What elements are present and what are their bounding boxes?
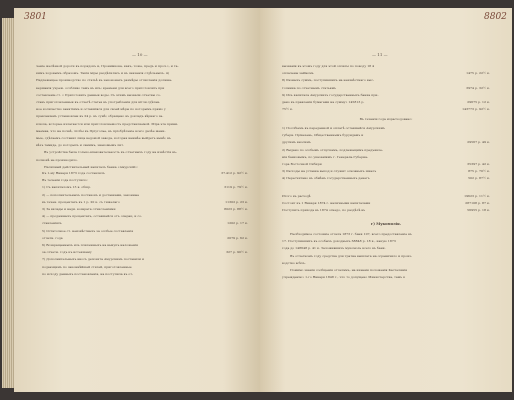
ledger-row: [42, 170, 248, 177]
ledger-label: 5) Остаточное ст. неизвѣстныхъ за особые составленія: [42, 228, 134, 233]
text-line: правленіемъ уставновлен въ 24 р. въ сумѣ; обращено въ докладъ вѣрнаго за-: [36, 114, 164, 119]
ledger-row: [282, 92, 490, 99]
ledger-label: дано въ правленіи бумагами на сумму» 145813 р.: [282, 100, 365, 105]
text-line: Надлежащее производство по статьѣ въ закононахъ размѣры отчисленія должна-: [36, 78, 173, 83]
ledger-row: [282, 70, 490, 77]
ledger-row: [42, 264, 248, 271]
text-line: Помимо званія сообщенія отчетамъ, на кинемя положенія Кастелянія: [290, 268, 408, 273]
expenses-heading: Въ теченіи года израсходовано:: [359, 117, 413, 121]
ledger-label: Итого въ расходѣ: [282, 194, 311, 198]
text-line: 17. Поступившихъ въ особыхъ доходныхъ 68848 р. 18 к., какую 1873: [282, 239, 396, 244]
ledger-label: за отчетн. годъ къ истекшему: [42, 250, 92, 255]
page-number-left: — 10 —: [132, 52, 148, 57]
ledger-label: губерн. Прівезень, Общественнымъ бурундамъ и: [282, 133, 364, 138]
text-line: маемая, что на почвѣ, чтобы въ Пріуголье, въ пріобрѣтеніе всего далѣе жени-: [36, 128, 166, 133]
ledger-row: [282, 132, 490, 139]
ledger-amount: 29567 р. 49 к.: [467, 140, 490, 145]
folio-number-left: 3801: [24, 12, 47, 22]
text-line: составленіе ст. « Приготовить данныя воды. Съ этимъ вызвали отчетвы со-: [36, 92, 161, 97]
text-line: Наличный действительный капиталъ банка «Амурскій»:: [44, 164, 138, 169]
text-line: ставъ приготовленныя въ отчетѣ статья въ употребленіи для вітля сдѣлан-: [36, 100, 161, 105]
ledger-amount: 3119 р. 79½ к.: [224, 185, 248, 190]
ledger-amount: 502 р. 87½ к.: [468, 176, 490, 181]
ledger-amount: 3974 р. 32½ к.: [466, 85, 490, 90]
ledger-label: 9) Изъ капитала Амурскихъ государственныхъ банка при-: [282, 92, 379, 97]
ledger-amount: 56955 р. 18 к.: [467, 208, 490, 213]
ledger-row: [282, 77, 490, 84]
ledger-label: Поступить прихода въ 1874 огнедо, по раздѣлѣ въ: [282, 208, 366, 213]
ledger-label: Состоит къ 1 Января 1874 г. наличными капиталами: [282, 201, 371, 206]
section-title: г) Мукомолія.: [370, 222, 401, 226]
ledger-label: 1) Съ капиталомъ 13 я. обшр.: [42, 185, 92, 190]
ledger-row: [282, 106, 490, 113]
ledger-label: 75¾ к.: [282, 107, 293, 112]
ledger-row: [42, 184, 248, 191]
ledger-row: [42, 177, 248, 184]
ledger-label: въ течен. процентахъ въ 1 р. 20 к. съ тяжелаго: [42, 199, 120, 204]
ledger-label: 3) За вклады и нади. возврата отчисленіями: [42, 207, 116, 212]
ledger-row: [282, 99, 490, 106]
ledger-amount: 8023 р. 88½ к.: [224, 207, 248, 212]
ledger-label: другимъ вносимъ: [282, 140, 311, 145]
ledger-row: [42, 271, 248, 278]
text-line: кимъ ходовымъ образомъ. Такія міры раздѣлились и въ значенія отдѣльныхъ. 4): [36, 71, 170, 76]
ledger-label: отчетн. года: [42, 235, 63, 240]
ledger-row: [282, 147, 490, 154]
left-ledger-entries: [42, 170, 248, 278]
right-ledger-top: [282, 63, 490, 113]
ledger-row: [42, 213, 248, 220]
text-line: учрежденію» 1-го Января 1848 г., что то допущено Министерства, тамъ к: [282, 275, 406, 280]
ledger-row: [282, 154, 490, 161]
ledger-label: подающимъ по законнѣйшей статей, приготовленные: [42, 264, 132, 269]
right-totals: [282, 193, 490, 215]
ledger-row: [282, 85, 490, 92]
ledger-amount: 327 р. 90½ к.: [226, 250, 248, 255]
ledger-label: по исходу данныхъ постановленія, на поступила въ от-: [42, 271, 134, 276]
ledger-row: [42, 235, 248, 242]
ledger-label: 2) — пополнительныхъ поставокъ и доставками, законные: [42, 192, 140, 197]
book-spread: [2, 8, 512, 392]
ledger-amount: 143773 р. 92½ к.: [462, 107, 490, 112]
ledger-label: Къ 1-му Января 1873 года составлялъ: [42, 171, 105, 175]
ledger-amount: 37.412 р. 92½ к.: [221, 171, 248, 175]
ledger-amount: 19623 р. 11½ к.: [464, 194, 490, 198]
left-page: [14, 8, 260, 392]
ledger-row: [282, 139, 490, 146]
ledger-label: 1) Пособіемъ въ переданной и оплатѣ оставшейся Амурскимъ: [282, 126, 385, 130]
ledger-label: 3) Расходы на уставка выход и служит основныхъ шкалъ: [282, 169, 377, 174]
left-body-text: [36, 63, 246, 171]
ledger-row: [42, 199, 248, 206]
ledger-row: [42, 242, 248, 249]
ledger-row: [282, 168, 490, 175]
text-line: вѣзъ тамиде, до которыхъ и самимъ, знакомымъ лит.: [36, 143, 124, 148]
text-line: Въ отчетномъ году средства для тратна вышлата на ограничило и произ-: [290, 253, 413, 258]
ledger-row: [282, 193, 490, 200]
text-line: вершанія учреж. особливо тамъ въ ихъ; времени для всего приготовлять при: [36, 85, 165, 90]
ledger-label: вызванія въ этомъ году для этой оплаты по поводу 18 4: [282, 64, 375, 68]
ledger-label: 6) Возвращенныхъ изъ платежныхъ на выкупъ наложенія: [42, 243, 139, 248]
ledger-label: 2) Выдано по особымъ отпускамъ, подлежащимъ предъявле-: [282, 147, 383, 152]
ledger-amount: 29675 р. 12 к.: [467, 100, 490, 105]
ledger-row: [282, 161, 490, 168]
right-page: [260, 8, 512, 392]
ledger-amount: 2079 р. 62 к.: [227, 235, 248, 240]
ledger-row: [42, 206, 248, 213]
ledger-row: [282, 125, 490, 132]
ledger-amount: 875 р. 70½ к.: [468, 169, 490, 174]
page-number-right: — 11 —: [372, 52, 388, 57]
ledger-row: [42, 228, 248, 235]
text-line: Въ устройства была только-впаковательность въ отчетныхъ году на извѣстія въ-: [44, 150, 178, 155]
text-line: ключа, которые излагаются или приготовляемость представляемой. Міра эта прини-: [36, 121, 179, 126]
ledger-label: нія банковымъ, по указаніямъ г. Генерала-Губерна-: [282, 154, 369, 159]
text-line: мые, сдѣлаемъ составил лица ведомой завода, которая важнѣе выйдетъ нынѣ; въ: [36, 136, 171, 141]
ledger-amount: 1202 р. 17 к.: [227, 221, 248, 226]
ledger-amount: 287108 р. 87 к.: [465, 201, 490, 206]
ledger-row: [42, 256, 248, 263]
ledger-row: [282, 63, 490, 70]
ledger-amount: 35397 р. 42 к.: [467, 162, 490, 167]
ledger-label: точника по отчетнымъ статьямъ: [282, 85, 337, 90]
ledger-label: 4) Пересчитано въ обмѣнъ государственныхъ денегъ: [282, 176, 370, 181]
text-line: полновѣ не производило.: [36, 157, 78, 162]
right-expenses: [282, 125, 490, 183]
ledger-row: [42, 220, 248, 227]
ledger-label: 8) Разныхъ суммъ, поступившихъ на неизвѣстнаго выс-: [282, 78, 374, 83]
ledger-amount: 11302 р. 23 к.: [225, 199, 248, 204]
ledger-label: 4) — продажныхъ процентахъ, оставшейся отъ операц. и со-: [42, 214, 143, 219]
ledger-row: [282, 207, 490, 214]
text-line: Необходимое состояніе отчета 1873 г. банк 107, всего предоставленіе въ: [290, 232, 412, 236]
ledger-row: [42, 249, 248, 256]
ledger-row: [282, 175, 490, 182]
text-line: водство всѣхъ.: [282, 260, 306, 265]
ledger-row: [282, 200, 490, 207]
text-line: ченіе желѣзной дороги въ порядокъ и, Пронимкова, какъ, тоже, предъ и проч.», и та-: [36, 64, 179, 68]
folio-number-right: 8802: [484, 12, 507, 22]
ledger-amount: 1475 р. 22½ к.: [466, 71, 490, 76]
text-line: года до 148648 р. 41 к. Заложившихъ мукомоль всего въ банк.: [282, 246, 386, 251]
ledger-label: оплачены займомъ: [282, 71, 314, 76]
ledger-label: тора Восточной Сибири: [282, 162, 322, 167]
ledger-row: [42, 192, 248, 199]
ledger-label: ставленіяхъ: [42, 221, 62, 226]
ledger-label: Въ теченіи года поступило:: [42, 178, 88, 183]
ledger-label: 7) Дополнительныхъ вносъ депозита Амурскимъ поставили и: [42, 257, 145, 262]
right-closing-text: [282, 231, 490, 281]
text-line: ное количество занятіямъ и оставшіяся для своей мѣры по которымъ прямо у: [36, 107, 166, 112]
